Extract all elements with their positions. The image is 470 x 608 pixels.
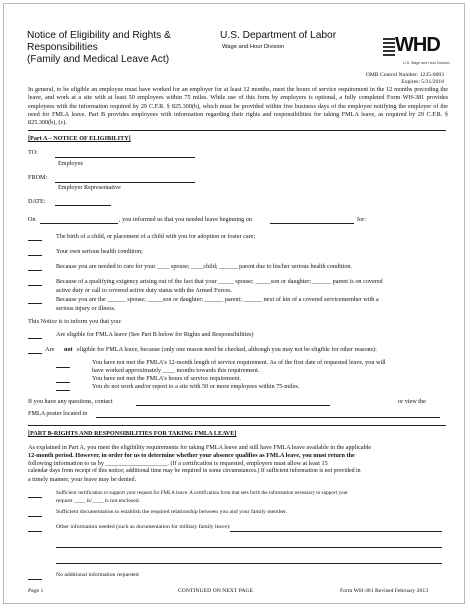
continued-text: CONTINUED ON NEXT PAGE [178,588,254,594]
reason-own-health-check[interactable] [28,255,42,256]
on-label: On [28,216,36,223]
other-info-line-2[interactable] [56,547,442,548]
documentation-text: Sufficient documentation to establish the required relationship between you and your family member. [56,509,287,515]
part-b-line-2: 12-month period. However, in order for us to determine whether your absence qualifies as FMLA leave, you must return the [28,452,355,459]
reason-own-health: Your own serious health condition; [56,248,143,255]
logo-caption: U.S. Wage and Hour Division [403,61,450,65]
title-line-1: Notice of Eligibility and Rights & [27,30,171,41]
division-name: Wage and Hour Division [222,44,285,50]
reason-care-check[interactable] [28,270,42,271]
sub-reason-length-check[interactable] [56,367,70,368]
reason-exigency-2: active duty or call to covered active duty status with the Armed Forces. [56,287,233,294]
part-b-heading: [PART B-RIGHTS AND RESPONSIBILITIES FOR TAKING FMLA LEAVE] [28,430,237,437]
other-info-line-3[interactable] [56,563,442,564]
other-info-check[interactable] [28,531,42,532]
part-b-line-4: calendar days from receipt of this notice; additional time may be required in some circumstances.) If sufficient information is not provided in [28,468,361,474]
eligible-check[interactable] [28,338,42,339]
documentation-check[interactable] [28,516,42,517]
reason-care: Because you are needed to care for your ____ spouse; ____child; ______ parent due to his/her serious health condition. [56,263,353,270]
expiration: Expires: 5/31/2018 [401,79,444,85]
part-b-line-3: following information to us by ____________________. (If a certification is requested, employers must allow at least 15 [28,460,328,467]
intro-paragraph: In general, to be eligible an employee must have worked for an employer for at least 12 months, meet the hours of service requirement in the 12 months preceding the leave, and work at a site with at least 50 employees within 75 miles. While use of this form by employers is optional, a fully completed Form WH-381 provides employees with the information required by 29 C.F.R. § 825.300(b), which must be provided within five business days of the employee notifying the employer of the need for FMLA leave. Part B provides employees with information regarding their rights and responsibilities for taking FMLA leave, as required by 29 C.F.R. § 825.300(b), (c). [28,86,448,127]
poster-text: FMLA poster located in [28,410,88,417]
form-number: Form WH-381 Revised February 2013 [340,588,429,594]
certification-check[interactable] [28,497,42,498]
employee-caption: Employee [58,160,84,167]
inform-text: This Notice is to inform you that you: [28,318,122,325]
sub-reason-length-2: have worked approximately ____ months towards this requirement. [92,367,260,374]
form-title [27,30,171,66]
certification-text-1: Sufficient certification to support your request for FMLA leave. A certification form that sets forth the information necessary to support your [56,490,348,496]
part-b-rule [28,425,446,426]
eligible-text: Are eligible for FMLA leave (See Part B below for Rights and Responsibilities) [56,331,254,338]
to-label: TO: [28,149,38,156]
poster-location-field[interactable] [96,417,440,418]
sub-reason-site-check[interactable] [56,390,70,391]
no-info-text: No additional information requested [56,572,139,578]
or-view-text: or view the [398,398,426,405]
questions-text: If you have any questions, contact [28,398,113,405]
employer-caption: Employer Representative [58,184,121,191]
part-a-rule [28,130,446,131]
contact-field[interactable] [136,405,330,406]
reason-servicemember-1: Because you are the ______ spouse; _____son or daughter; ______ parent; ______ next of kin of a covered servicemember with a [56,296,379,303]
part-b-line-5: a timely manner, your leave may be denied. [28,476,137,483]
leave-start-field[interactable] [270,223,354,224]
reason-servicemember-check[interactable] [28,303,42,304]
title-line-2: Responsibilities [27,42,98,53]
other-info-field[interactable] [230,531,442,532]
certification-text-2: request ____ is/____ is not enclosed. [56,498,141,504]
informed-text: , you informed us that you needed leave beginning on [119,216,252,223]
sub-reason-hours-check[interactable] [56,382,70,383]
are-label: Are [45,346,55,353]
sub-reason-hours: You have not met the FMLA's hours of service requirement. [92,375,241,382]
part-a-heading: [Part A – NOTICE OF ELIGIBILITY] [28,135,131,142]
whd-logo [383,34,450,68]
reason-exigency-1: Because of a qualifying exigency arising out of the fact that your _____ spouse; _____son or daughter; ______ parent is on covered [56,278,383,285]
not-label: not [64,346,73,353]
reason-servicemember-2: serious injury or illness. [56,305,116,312]
employee-name-field[interactable] [55,157,195,158]
reason-exigency-check[interactable] [28,285,42,286]
page-number: Page 1 [28,588,44,594]
reason-birth: The birth of a child, or placement of a child with you for adoption or foster care; [56,233,256,240]
logo-text: WHD [395,34,440,56]
part-b-line-1: As explained in Part A, you meet the eligibility requirements for taking FMLA leave and still have FMLA leave available in the applicable [28,444,372,451]
date-label: DATE: [28,198,46,205]
informed-date-field[interactable] [40,223,118,224]
title-line-3: (Family and Medical Leave Act) [27,54,170,65]
not-eligible-text: eligible for FMLA leave, because (only one reason need be checked, although you may not be eligible for other reasons): [77,346,377,353]
employer-rep-field[interactable] [55,182,195,183]
sub-reason-length-1: You have not met the FMLA's 12-month length of service requirement. As of the first date of requested leave, you will [92,359,386,366]
omb-number: OMB Control Number: 1235-0003 [365,72,444,78]
sub-reason-site: You do not work and/or report to a site with 50 or more employees within 75-miles. [92,383,300,390]
date-field[interactable] [55,205,111,206]
for-label: for: [357,216,366,223]
agency-name: U.S. Department of Labor [220,30,337,41]
reason-birth-check[interactable] [28,240,42,241]
other-info-text: Other information needed (such as documentation for military family leave): [56,524,231,530]
not-eligible-check[interactable] [28,353,42,354]
no-info-check[interactable] [28,579,42,580]
from-label: FROM: [28,174,48,181]
